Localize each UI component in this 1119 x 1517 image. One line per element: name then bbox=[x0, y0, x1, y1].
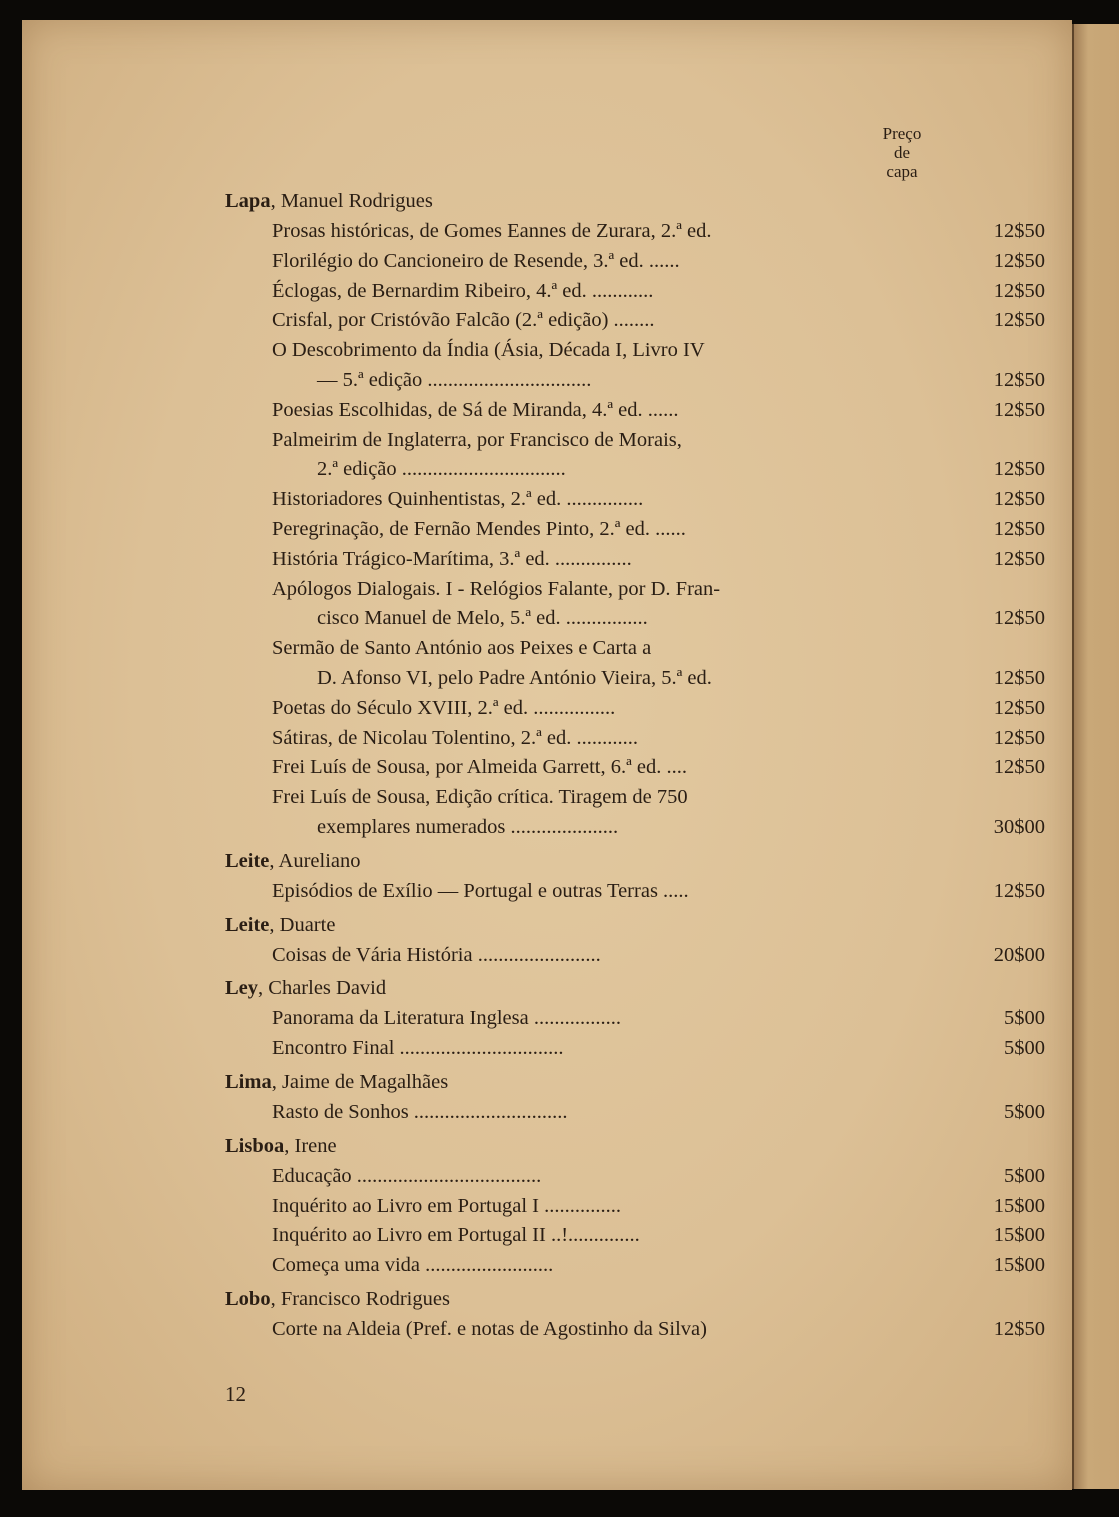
book-price: 5$00 bbox=[1004, 1037, 1045, 1060]
book-price: 12$50 bbox=[993, 879, 1045, 902]
book-title-text: Coisas de Vária História ........................ bbox=[272, 943, 601, 966]
book-title-text: Apólogos Dialogais. I - Relógios Falante, por D. Fran- bbox=[272, 577, 721, 600]
book-entry bbox=[225, 1315, 1045, 1345]
book-entry-line bbox=[272, 575, 945, 605]
book-entry-line bbox=[272, 545, 1045, 575]
author-surname: Lobo bbox=[225, 1287, 271, 1310]
book-entry bbox=[225, 575, 1045, 635]
price-header-line: Preço bbox=[882, 124, 922, 143]
book-entry-line bbox=[272, 1098, 1045, 1128]
author-separator: , bbox=[284, 1134, 295, 1157]
book-price: 30$00 bbox=[993, 815, 1045, 838]
author-heading bbox=[225, 973, 945, 1004]
book-entry-line bbox=[272, 1004, 1045, 1034]
book-entry bbox=[225, 396, 1045, 426]
book-title-text: Inquérito ao Livro em Portugal II ..!.............. bbox=[272, 1224, 640, 1247]
book-entry-line bbox=[272, 1315, 1045, 1345]
author-given-name: Jaime de Magalhães bbox=[281, 1070, 449, 1093]
book-title-text: Historiadores Quinhentistas, 2.ª ed. ............... bbox=[272, 488, 644, 511]
book-price: 15$00 bbox=[993, 1224, 1045, 1247]
book-entry-line bbox=[272, 1162, 1045, 1192]
book-title-text: Frei Luís de Sousa, por Almeida Garrett, 6.ª ed. .... bbox=[272, 756, 688, 779]
book-price: 12$50 bbox=[993, 666, 1045, 689]
book-entry-line bbox=[272, 366, 1045, 396]
book-entry-line bbox=[272, 426, 945, 456]
book-title-text: Rasto de Sonhos .............................. bbox=[272, 1100, 568, 1123]
book-title-text: Episódios de Exílio — Portugal e outras Terras ..... bbox=[272, 879, 689, 902]
author-heading bbox=[225, 910, 945, 941]
book-price: 12$50 bbox=[993, 368, 1045, 391]
author-given-name: Duarte bbox=[279, 913, 336, 936]
book-title-text: Florilégio do Cancioneiro de Resende, 3.ª ed. ...... bbox=[272, 249, 680, 272]
author-surname: Lisboa bbox=[225, 1134, 285, 1157]
book-entry bbox=[225, 1251, 1045, 1281]
author-heading bbox=[225, 1067, 945, 1098]
book-entry-line bbox=[272, 664, 1045, 694]
book-price: 12$50 bbox=[993, 488, 1045, 511]
book-entry-line bbox=[272, 396, 1045, 426]
book-entry bbox=[225, 1162, 1045, 1192]
book-title-text: cisco Manuel de Melo, 5.ª ed. ................ bbox=[317, 607, 648, 630]
book-price: 15$00 bbox=[993, 1194, 1045, 1217]
book-entry bbox=[225, 306, 1045, 336]
book-price: 12$50 bbox=[993, 517, 1045, 540]
author-separator: , bbox=[270, 1287, 281, 1310]
book-entry-line bbox=[272, 1034, 1045, 1064]
book-title-text: Peregrinação, de Fernão Mendes Pinto, 2.ª ed. ...... bbox=[272, 517, 686, 540]
book-price: 12$50 bbox=[993, 547, 1045, 570]
book-entry-line bbox=[272, 783, 945, 813]
book-price: 12$50 bbox=[993, 309, 1045, 332]
book-entry bbox=[225, 545, 1045, 575]
price-header-line: capa bbox=[886, 162, 918, 181]
book-price: 20$00 bbox=[993, 943, 1045, 966]
book-price: 12$50 bbox=[993, 756, 1045, 779]
book-entry bbox=[225, 1192, 1045, 1222]
book-entry bbox=[225, 783, 1045, 843]
book-entry bbox=[225, 1221, 1045, 1251]
page-number: 12 bbox=[225, 1382, 246, 1406]
book-entry-line bbox=[272, 217, 1045, 247]
book-entry-line bbox=[272, 515, 1045, 545]
book-entry-line bbox=[272, 694, 1045, 724]
book-entry-line bbox=[272, 455, 1045, 485]
book-entry bbox=[225, 694, 1045, 724]
book-title-text: Começa uma vida ......................... bbox=[272, 1254, 554, 1277]
book-entry bbox=[225, 634, 1045, 694]
book-entry bbox=[225, 941, 1045, 971]
book-title-text: — 5.ª edição ................................ bbox=[317, 368, 592, 391]
book-title-text: Corte na Aldeia (Pref. e notas de Agostinho da Silva) bbox=[272, 1317, 707, 1340]
book-entry-line bbox=[272, 941, 1045, 971]
author-given-name: Francisco Rodrigues bbox=[280, 1287, 450, 1310]
author-separator: , bbox=[269, 913, 280, 936]
author-surname: Leite bbox=[225, 849, 270, 872]
book-title-text: Poetas do Século XVIII, 2.ª ed. ................ bbox=[272, 696, 616, 719]
author-surname: Ley bbox=[225, 977, 259, 1000]
adjacent-page-edge bbox=[1072, 24, 1119, 1489]
book-entry-line bbox=[272, 485, 1045, 515]
author-given-name: Manuel Rodrigues bbox=[280, 190, 433, 212]
book-title-text: O Descobrimento da Índia (Ásia, Década I, Livro IV bbox=[272, 339, 705, 362]
book-entry-line bbox=[272, 877, 1045, 907]
book-title-text: Encontro Final ................................ bbox=[272, 1037, 564, 1060]
author-heading bbox=[225, 186, 945, 217]
book-price: 15$00 bbox=[993, 1254, 1045, 1277]
book-title-text: 2.ª edição ................................ bbox=[317, 458, 566, 481]
book-entry-line bbox=[272, 604, 1045, 634]
book-price: 12$50 bbox=[993, 458, 1045, 481]
author-surname: Lima bbox=[225, 1070, 272, 1093]
book-price: 12$50 bbox=[993, 1317, 1045, 1340]
author-surname: Lapa bbox=[225, 190, 271, 212]
book-title-text: Panorama da Literatura Inglesa ................. bbox=[272, 1007, 621, 1030]
book-title-text: D. Afonso VI, pelo Padre António Vieira, 5.ª ed. bbox=[317, 666, 712, 689]
book-title-text: História Trágico-Marítima, 3.ª ed. ............... bbox=[272, 547, 632, 570]
author-heading bbox=[225, 1131, 945, 1162]
book-entry-line bbox=[272, 1221, 1045, 1251]
book-catalog-list bbox=[225, 186, 1045, 1345]
book-title-text: Sermão de Santo António aos Peixes e Carta a bbox=[272, 637, 652, 660]
book-title-text: Crisfal, por Cristóvão Falcão (2.ª edição) ........ bbox=[272, 309, 655, 332]
book-title-text: Inquérito ao Livro em Portugal I ............... bbox=[272, 1194, 622, 1217]
book-entry bbox=[225, 877, 1045, 907]
book-entry-line bbox=[272, 306, 1045, 336]
author-given-name: Irene bbox=[294, 1134, 337, 1157]
book-title-text: Educação .................................... bbox=[272, 1164, 542, 1187]
book-title-text: Poesias Escolhidas, de Sá de Miranda, 4.ª ed. ...... bbox=[272, 398, 679, 421]
book-price: 12$50 bbox=[993, 398, 1045, 421]
book-title-text: Palmeirim de Inglaterra, por Francisco de Morais, bbox=[272, 428, 682, 451]
book-entry bbox=[225, 1004, 1045, 1034]
book-entry bbox=[225, 426, 1045, 486]
author-separator: , bbox=[270, 190, 281, 212]
book-entry-line bbox=[272, 277, 1045, 307]
book-price: 5$00 bbox=[1004, 1164, 1045, 1187]
book-entry-line bbox=[272, 753, 1045, 783]
book-price: 12$50 bbox=[993, 696, 1045, 719]
book-entry bbox=[225, 515, 1045, 545]
book-entry bbox=[225, 217, 1045, 247]
book-entry bbox=[225, 247, 1045, 277]
book-entry-line bbox=[272, 724, 1045, 754]
author-surname: Leite bbox=[225, 913, 270, 936]
book-entry bbox=[225, 485, 1045, 515]
book-price: 12$50 bbox=[993, 249, 1045, 272]
book-entry-line bbox=[272, 634, 945, 664]
book-title-text: Prosas históricas, de Gomes Eannes de Zurara, 2.ª ed. bbox=[272, 220, 712, 242]
book-price: 12$50 bbox=[993, 726, 1045, 749]
book-title-text: exemplares numerados ..................... bbox=[317, 815, 619, 838]
author-heading bbox=[225, 846, 945, 877]
book-title-text: Sátiras, de Nicolau Tolentino, 2.ª ed. ............ bbox=[272, 726, 638, 749]
book-entry bbox=[225, 1034, 1045, 1064]
author-heading bbox=[225, 1284, 945, 1315]
book-entry bbox=[225, 277, 1045, 307]
author-separator: , bbox=[258, 977, 269, 1000]
book-price: 12$50 bbox=[993, 607, 1045, 630]
book-price: 12$50 bbox=[993, 279, 1045, 302]
author-separator: , bbox=[271, 1070, 282, 1093]
book-entry bbox=[225, 724, 1045, 754]
book-price: 12$50 bbox=[993, 220, 1045, 242]
book-title-text: Éclogas, de Bernardim Ribeiro, 4.ª ed. ............ bbox=[272, 279, 654, 302]
book-entry-line bbox=[272, 1251, 1045, 1281]
author-given-name: Charles David bbox=[268, 977, 387, 1000]
book-entry-line bbox=[272, 247, 1045, 277]
book-entry-line bbox=[272, 336, 945, 366]
book-entry-line bbox=[272, 813, 1045, 843]
book-entry-line bbox=[272, 1192, 1045, 1222]
book-entry bbox=[225, 1098, 1045, 1128]
book-price: 5$00 bbox=[1004, 1007, 1045, 1030]
book-entry bbox=[225, 753, 1045, 783]
author-given-name: Aureliano bbox=[278, 849, 361, 872]
book-entry bbox=[225, 336, 1045, 396]
price-header-line: de bbox=[893, 143, 911, 162]
author-separator: , bbox=[269, 849, 279, 872]
book-price: 5$00 bbox=[1004, 1100, 1045, 1123]
price-column-header bbox=[862, 124, 942, 181]
book-title-text: Frei Luís de Sousa, Edição crítica. Tiragem de 750 bbox=[272, 786, 688, 809]
